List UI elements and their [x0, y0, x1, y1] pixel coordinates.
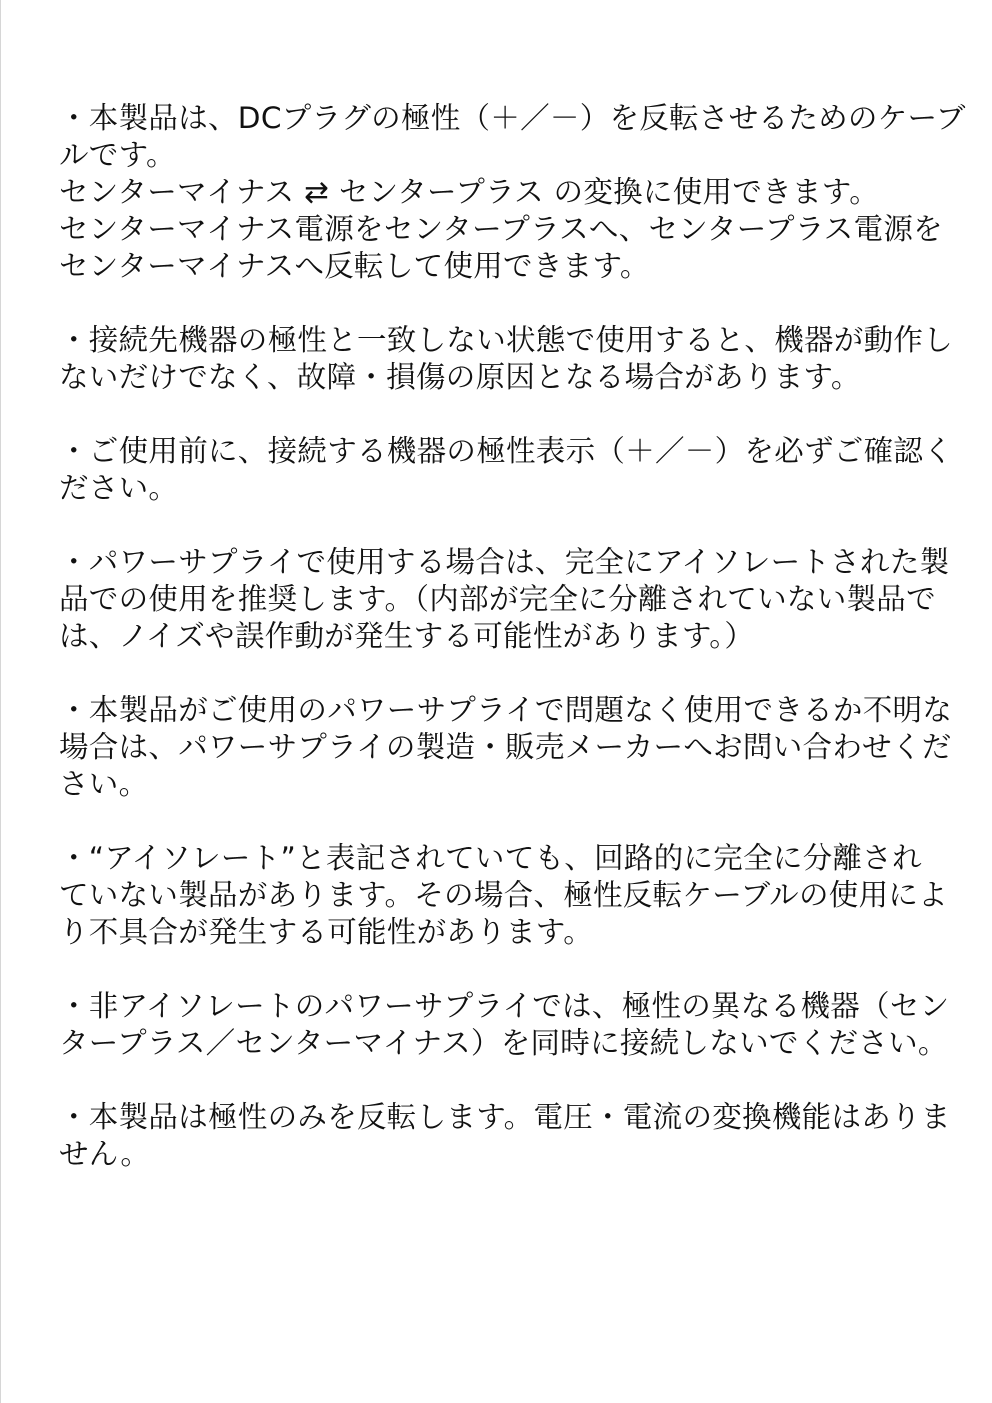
text-line: さい。: [59, 767, 149, 801]
text-line: ルです。: [59, 138, 176, 172]
text-line: センターマイナス電源をセンタープラスへ、センタープラス電源を: [59, 212, 943, 246]
text-line: ないだけでなく、故障・損傷の原因となる場合があります。: [59, 360, 861, 394]
notice-text-block: [59, 100, 966, 1210]
text-line: ・本製品は極性のみを反転します。電圧・電流の変換機能はありま: [59, 1100, 951, 1134]
text-line: 場合は、パワーサプライの製造・販売メーカーへお問い合わせくだ: [59, 730, 952, 764]
text-line: ・本製品は、DCプラグの極性（＋／－）を反転させるためのケーブ: [59, 101, 966, 135]
text-line: センターマイナス ⇄ センタープラス の変換に使用できます。: [59, 175, 879, 209]
text-line: ださい。: [59, 471, 179, 505]
text-line: ・非アイソレートのパワーサプライでは、極性の異なる機器（セン: [59, 989, 950, 1023]
notice-paragraph-polarity-reversal: [59, 100, 966, 285]
notice-paragraph-non-isolated: [59, 988, 959, 1062]
text-line: ・ご使用前に、接続する機器の極性表示（＋／－）を必ずご確認く: [59, 434, 953, 468]
notice-paragraph-mismatch-warning: [59, 322, 959, 396]
notice-paragraph-isolated-supply: [59, 544, 959, 655]
text-line: 品での使用を推奨します。（内部が完全に分離されていない製品で: [59, 582, 936, 616]
notice-paragraph-polarity-only: [59, 1099, 959, 1173]
text-line: タープラス／センターマイナス）を同時に接続しないでください。: [59, 1026, 948, 1060]
text-line: り不具合が発生する可能性があります。: [59, 915, 594, 949]
text-line: ・パワーサプライで使用する場合は、完全にアイソレートされた製: [59, 545, 950, 579]
text-line: は、ノイズや誤作動が発生する可能性があります。）: [59, 619, 755, 653]
notice-paragraph-contact-maker: [59, 692, 959, 803]
text-line: ・接続先機器の極性と一致しない状態で使用すると、機器が動作し: [59, 323, 954, 357]
notice-paragraph-check-polarity: [59, 433, 959, 507]
text-line: ・本製品がご使用のパワーサプライで問題なく使用できるか不明な: [59, 693, 953, 727]
text-line: せん。: [59, 1137, 151, 1171]
notice-paragraph-isolation-label: [59, 840, 959, 951]
text-line: センターマイナスへ反転して使用できます。: [59, 249, 650, 283]
text-line: ていない製品があります。その場合、極性反転ケーブルの使用によ: [59, 878, 948, 912]
text-line: ・“アイソレート”と表記されていても、回路的に完全に分離され: [59, 841, 922, 875]
